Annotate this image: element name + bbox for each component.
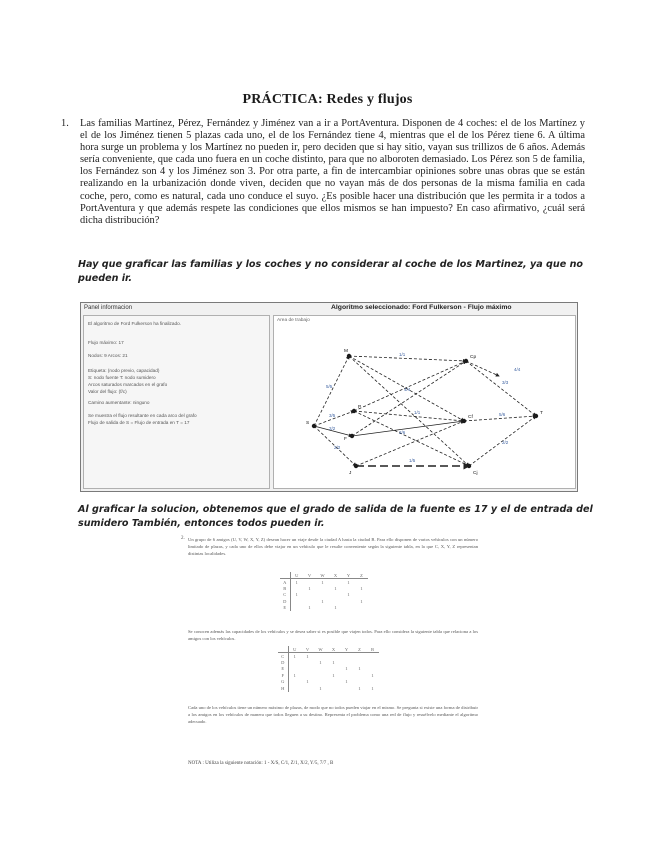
exercise-title: PRÁCTICA: Redes y flujos <box>242 92 413 107</box>
algorithm-title: Algoritmo seleccionado: Ford Fulkerson - Flujo máximo <box>331 304 512 311</box>
table-cell <box>288 685 301 692</box>
table-cell: 1 <box>332 672 335 678</box>
info-line: Se muestra el flujo resultante en cada arco del grafo <box>88 413 197 418</box>
info-panel <box>83 315 270 489</box>
table-cell: D <box>278 659 288 666</box>
edge-label: 3/5 <box>329 413 336 418</box>
graph-node <box>350 434 354 438</box>
table-cell: C <box>278 653 288 660</box>
table-cell <box>342 605 355 612</box>
node-label: P <box>358 405 362 410</box>
edge-label: 2/2 <box>334 445 341 450</box>
node-label: S <box>306 421 310 426</box>
table-header-cell: U <box>288 646 301 653</box>
table-cell: 1 <box>306 679 309 685</box>
table-cell: F <box>278 672 288 679</box>
exercise-statement-text: Las familias Martínez, Pérez, Fernández y Jiménez van a ir a PortAventura. Disponen de 4 coches: el de los Martínez y el de los Jiménez tienen 5 plazas cada uno, el de los Fernández tiene 4, mientras que el de los Pérez tiene 6. A última hora surge un problema y los Martínez no pueden ir, pero deciden que si hay sitio, vayan sus trillizos de 6 años. Además sería conveniente, que cada uno fuera en un coche distinto, para que no alboroten demasiado. Los Pérez son 5 de familia, los Fernández son 4 y los Jiménez son 3. Por otra parte, a fin de intercambiar opiniones sobre unas obras que se están realizando en la urbanización donde viven, deciden que no vayan más de dos personas de la misma familia en cada coche, pero, como es natural, cada uno conduce el suyo. ¿Es posible hacer una distribución que les permita ir a todos a PortAventura y que además respete las condiciones que ellos mismos se han impuesto? En caso afirmativo, ¿cuál será dicha distribución? <box>80 118 585 226</box>
table-header-cell: Z <box>355 572 368 579</box>
table-cell: C <box>280 592 290 599</box>
graph-node <box>462 419 466 423</box>
table-cell: 1 <box>360 585 363 591</box>
edge-label: 4/4 <box>404 387 411 392</box>
table-header-cell: Y <box>342 572 355 579</box>
graph-node <box>354 464 358 468</box>
problem-2-number: 2. <box>181 536 185 541</box>
flow-graph <box>274 316 577 490</box>
info-line: Arcos saturados marcados en el grafo <box>88 382 168 387</box>
info-line: Valor del flujo: (f/c) <box>88 389 127 394</box>
table-cell: A <box>280 579 290 586</box>
table-1 <box>280 572 368 611</box>
table-header-cell: U <box>290 572 303 579</box>
software-screenshot <box>80 302 578 492</box>
table-cell: 1 <box>332 659 335 665</box>
graph-node <box>312 424 316 428</box>
table-cell: E <box>278 666 288 673</box>
edge-label: 2/6 <box>399 430 406 435</box>
table-cell: G <box>278 679 288 686</box>
exercise-statement <box>61 118 585 227</box>
table-cell: B <box>280 585 290 592</box>
table-cell: 1 <box>345 679 348 685</box>
panel-label: Panel informacion <box>84 305 133 311</box>
graph-node <box>347 354 351 358</box>
graph-note: Hay que graficar las familias y los coches y no considerar al coche de los Martinez, ya que no pueden ir. <box>78 259 583 284</box>
table-cell <box>340 685 353 692</box>
edge-label: 3/3 <box>502 380 509 385</box>
table-cell <box>355 605 368 612</box>
edge-label: 4/4 <box>514 367 521 372</box>
table-cell: 1 <box>345 666 348 672</box>
info-line: Flujo de salida de S = Flujo de entrada en T = 17 <box>88 420 190 425</box>
table-row <box>280 605 368 612</box>
table-header-cell: X <box>329 572 342 579</box>
table-cell: D <box>280 598 290 605</box>
info-line: Etiqueta: (nodo previo, capacidad) <box>88 368 160 373</box>
table-cell: 1 <box>321 579 324 585</box>
graph-node <box>464 359 468 363</box>
table-cell: H <box>278 685 288 692</box>
table-cell: 1 <box>358 685 361 691</box>
edge-label: 5/6 <box>499 412 506 417</box>
edge-label: 1/5 <box>409 458 416 463</box>
table-cell: 1 <box>358 666 361 672</box>
table-header-cell: W <box>314 646 327 653</box>
graph-nodes <box>312 354 538 468</box>
graph-node <box>467 464 471 468</box>
problem-2-nota: NOTA : Utiliza la siguiente notación: 1 - X/S, C/1, Z/1, X/2, Y/5, 7/7 , B <box>188 761 334 766</box>
table-cell: 1 <box>371 685 374 691</box>
table-cell <box>327 685 340 692</box>
graph-canvas[interactable] <box>273 315 576 489</box>
table-cell: 1 <box>321 598 324 604</box>
table-header-cell: X <box>327 646 340 653</box>
table-cell: 1 <box>295 579 298 585</box>
edge-label: 2/2 <box>329 426 336 431</box>
table-cell: E <box>280 605 290 612</box>
software-header <box>81 303 577 314</box>
node-label: M <box>344 349 348 354</box>
graph-node-labels <box>306 348 543 476</box>
table-cell: 1 <box>334 605 337 611</box>
node-label: F <box>344 437 347 442</box>
exercise-number: 1. <box>61 118 69 129</box>
info-line: Flujo máximo: 17 <box>88 340 124 345</box>
info-line: S: nodo fuente T: nodo sumidero <box>88 375 156 380</box>
info-line: El algoritmo de Ford Fulkerson ha finalizado. <box>88 321 182 326</box>
table-2 <box>278 646 379 692</box>
table-cell: 1 <box>308 605 311 611</box>
table-cell: 1 <box>347 592 350 598</box>
edge-label: 2/2 <box>502 440 509 445</box>
problem-2-middle: Se conocen además las capacidades de los vehículos y se desea saber si es posible que viajen todos. Para ello considera la siguiente tabla que relaciona a los amigos con los vehículos. <box>188 629 478 641</box>
table-cell: 1 <box>293 653 296 659</box>
table-cell: 1 <box>334 585 337 591</box>
graph-node <box>352 409 356 413</box>
canvas-label: Area de trabajo <box>277 318 310 323</box>
graph-node <box>534 414 538 418</box>
info-line: Nodos: 9 Arcos: 21 <box>88 353 128 358</box>
info-line: Camino aumentante: ninguno <box>88 400 150 405</box>
table-header-cell: Y <box>340 646 353 653</box>
problem-2-final: Cada uno de los vehículos tiene un número máximo de plazas, de modo que no todos pueden viajar en el mismo. Se pregunta si existe una forma de distribuir a los amigos en los vehículos de manera que todos lleguen a su destino. Representa el problema como una red de flujo y resuélvelo mediante el algoritmo adecuado. <box>188 705 478 724</box>
graph-edge-labels <box>326 352 521 463</box>
graph-edges <box>314 356 536 466</box>
table-header-cell: V <box>303 572 316 579</box>
table-row <box>278 685 379 692</box>
table-cell: 1 <box>371 672 374 678</box>
node-label: J <box>349 471 352 476</box>
table-cell: 1 <box>295 592 298 598</box>
table-cell: 1 <box>293 672 296 678</box>
edge-label: 1/1 <box>399 352 406 357</box>
table-header-cell: V <box>301 646 314 653</box>
edge-label: 1/1 <box>414 410 421 415</box>
table-header-cell: B <box>366 646 379 653</box>
node-label: Cp <box>470 355 477 360</box>
table-cell: 1 <box>347 579 350 585</box>
table-cell <box>316 605 329 612</box>
solution-note: Al graficar la solucion, obtenemos que el grado de salida de la fuente es 17 y el de entrada del sumidero También, entonces todos pueden ir. <box>78 504 593 529</box>
table-cell: 1 <box>308 585 311 591</box>
table-cell: 1 <box>360 598 363 604</box>
table-header-cell: Z <box>353 646 366 653</box>
table-cell: 1 <box>319 685 322 691</box>
table-cell <box>301 685 314 692</box>
table-header-cell: W <box>316 572 329 579</box>
node-label: T <box>540 411 543 416</box>
problem-2-intro: Un grupo de 6 amigos (U, V, W, X, Y, Z) desean hacer un viaje desde la ciudad A hasta la ciudad B. Para ello disponen de varios vehículos con un número limitado de plazas, y cada uno de ellos debe viajar en un vehículo que le resulte conveniente según la siguiente tabla, en la que C, X, Y, Z representan distintas localidades. <box>188 537 478 556</box>
node-label: Cf <box>468 415 473 420</box>
edge-label: 5/5 <box>326 384 333 389</box>
table-cell: 1 <box>306 653 309 659</box>
table-cell: 1 <box>319 659 322 665</box>
table-cell <box>290 605 303 612</box>
node-label: Cj <box>473 471 478 476</box>
